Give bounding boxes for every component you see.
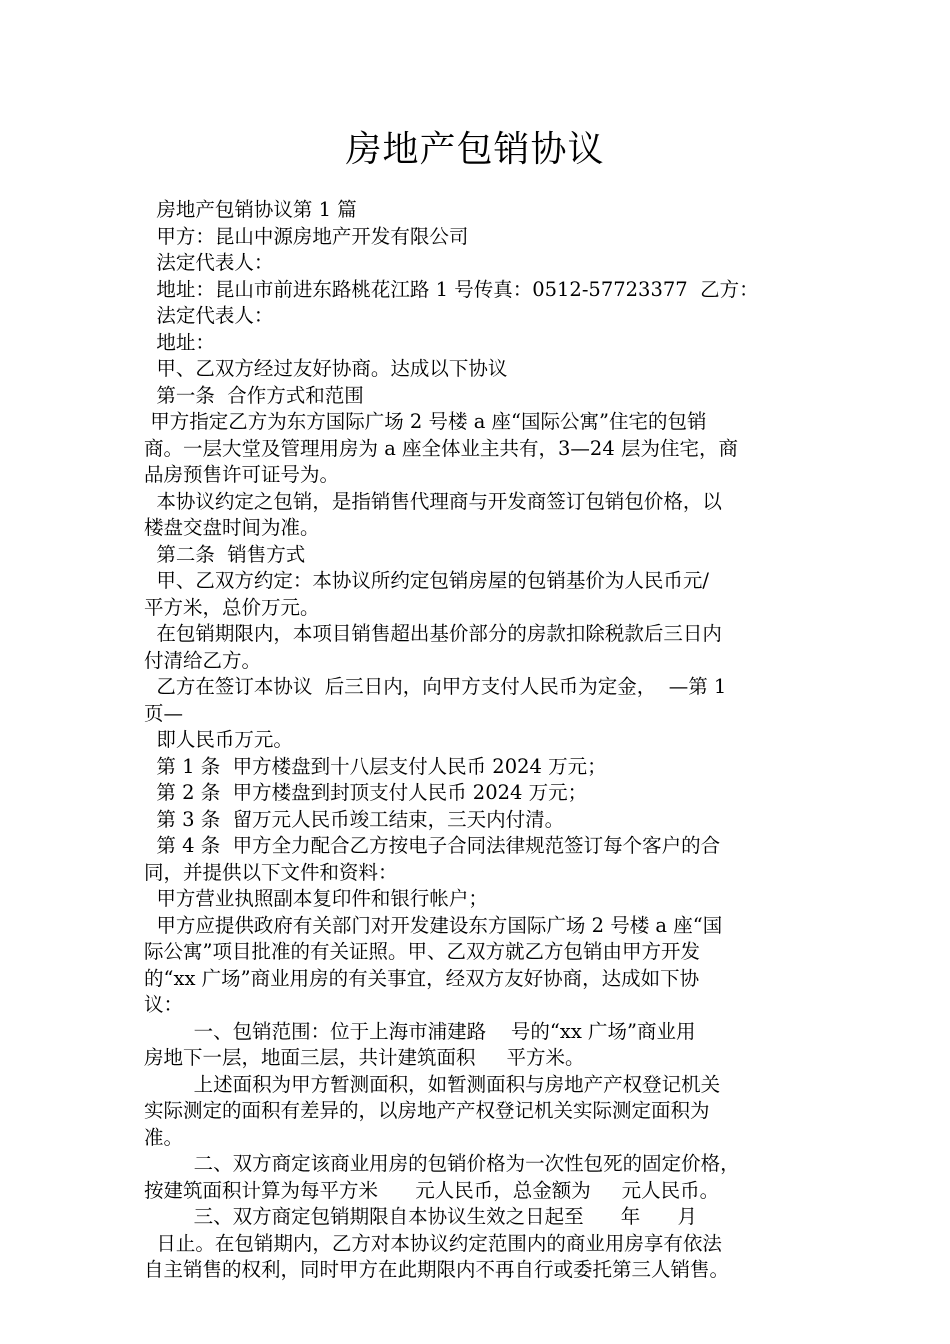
doc-line: 法定代表人： <box>144 304 274 327</box>
doc-line: 甲方应提供政府有关部门对开发建设东方国际广场 2 号楼 a 座“国 <box>144 913 723 937</box>
doc-line: 上述面积为甲方暂测面积，如暂测面积与房地产产权登记机关 <box>144 1072 721 1096</box>
document-body <box>144 197 812 1284</box>
doc-line: 准。 <box>144 1125 184 1149</box>
doc-line: 地址：昆山市前进东路桃花江路 1 号传真：0512-57723377 乙方： <box>144 277 759 301</box>
doc-line: 房地产包销协议第 1 篇 <box>144 198 357 221</box>
doc-line: 第一条 合作方式和范围 <box>144 383 364 407</box>
doc-line: 二、双方商定该商业用房的包销价格为一次性包死的固定价格， <box>144 1152 740 1175</box>
doc-line: 日止。在包销期内，乙方对本协议约定范围内的商业用房享有依法 <box>144 1231 722 1255</box>
doc-line: 甲方营业执照副本复印件和银行帐户； <box>144 887 488 910</box>
doc-line: 三、双方商定包销期限自本协议生效之日起至 年 月 <box>144 1205 697 1228</box>
doc-line: 房地下一层，地面三层，共计建筑面积 平方米。 <box>144 1046 585 1069</box>
doc-line: 地址： <box>144 330 215 354</box>
doc-line: 楼盘交盘时间为准。 <box>144 516 320 539</box>
doc-line: 甲、乙双方约定：本协议所约定包销房屋的包销基价为人民币元/ <box>144 569 709 592</box>
doc-line: 甲方指定乙方为东方国际广场 2 号楼 a 座“国际公寓”住宅的包销 <box>144 410 707 433</box>
doc-line: 法定代表人： <box>144 251 274 274</box>
doc-line: 乙方在签订本协议 后三日内，向甲方支付人民币为定金， —第 1 <box>144 675 727 698</box>
doc-line: 实际测定的面积有差异的，以房地产产权登记机关实际测定面积为 <box>144 1099 710 1122</box>
doc-line: 第 3 条 留万元人民币竣工结束，三天内付清。 <box>144 807 565 831</box>
doc-line: 在包销期限内，本项目销售超出基价部分的房款扣除税款后三日内 <box>144 622 722 645</box>
doc-line: 本协议约定之包销，是指销售代理商与开发商签订包销包价格，以 <box>144 489 722 513</box>
document-title: 房地产包销协议 <box>345 129 605 170</box>
doc-line: 同，并提供以下文件和资料： <box>144 860 398 884</box>
doc-line: 按建筑面积计算为每平方米 元人民币，总金额为 元人民币。 <box>144 1178 720 1202</box>
doc-line: 平方米，总价万元。 <box>144 595 320 619</box>
doc-line: 甲、乙双方经过友好协商。达成以下协议 <box>144 357 508 380</box>
doc-line: 自主销售的权利，同时甲方在此期限内不再自行或委托第三人销售。 <box>144 1258 730 1281</box>
doc-line: 一、包销范围：位于上海市浦建路 号的“xx 广场”商业用 <box>144 1019 696 1043</box>
doc-line: 商。一层大堂及管理用房为 a 座全体业主共有，3—24 层为住宅，商 <box>144 436 738 460</box>
doc-line: 际公寓”项目批准的有关证照。甲、乙双方就乙方包销由甲方开发 <box>144 940 700 963</box>
doc-line: 付清给乙方。 <box>144 648 262 672</box>
doc-line: 的“xx 广场”商业用房的有关事宜，经双方友好协商，达成如下协 <box>144 966 700 990</box>
doc-line: 品房预售许可证号为。 <box>144 463 340 486</box>
doc-line: 第 2 条 甲方楼盘到封顶支付人民币 2024 万元； <box>144 781 588 804</box>
doc-line: 议： <box>144 993 184 1016</box>
doc-line: 第二条 销售方式 <box>144 542 306 566</box>
doc-line: 页— <box>144 701 184 725</box>
doc-line: 第 1 条 甲方楼盘到十八层支付人民币 2024 万元； <box>144 754 607 778</box>
doc-line: 第 4 条 甲方全力配合乙方按电子合同法律规范签订每个客户的合 <box>144 834 721 857</box>
doc-line: 即人民币万元。 <box>144 728 293 751</box>
doc-line: 甲方：昆山中源房地产开发有限公司 <box>144 224 469 248</box>
